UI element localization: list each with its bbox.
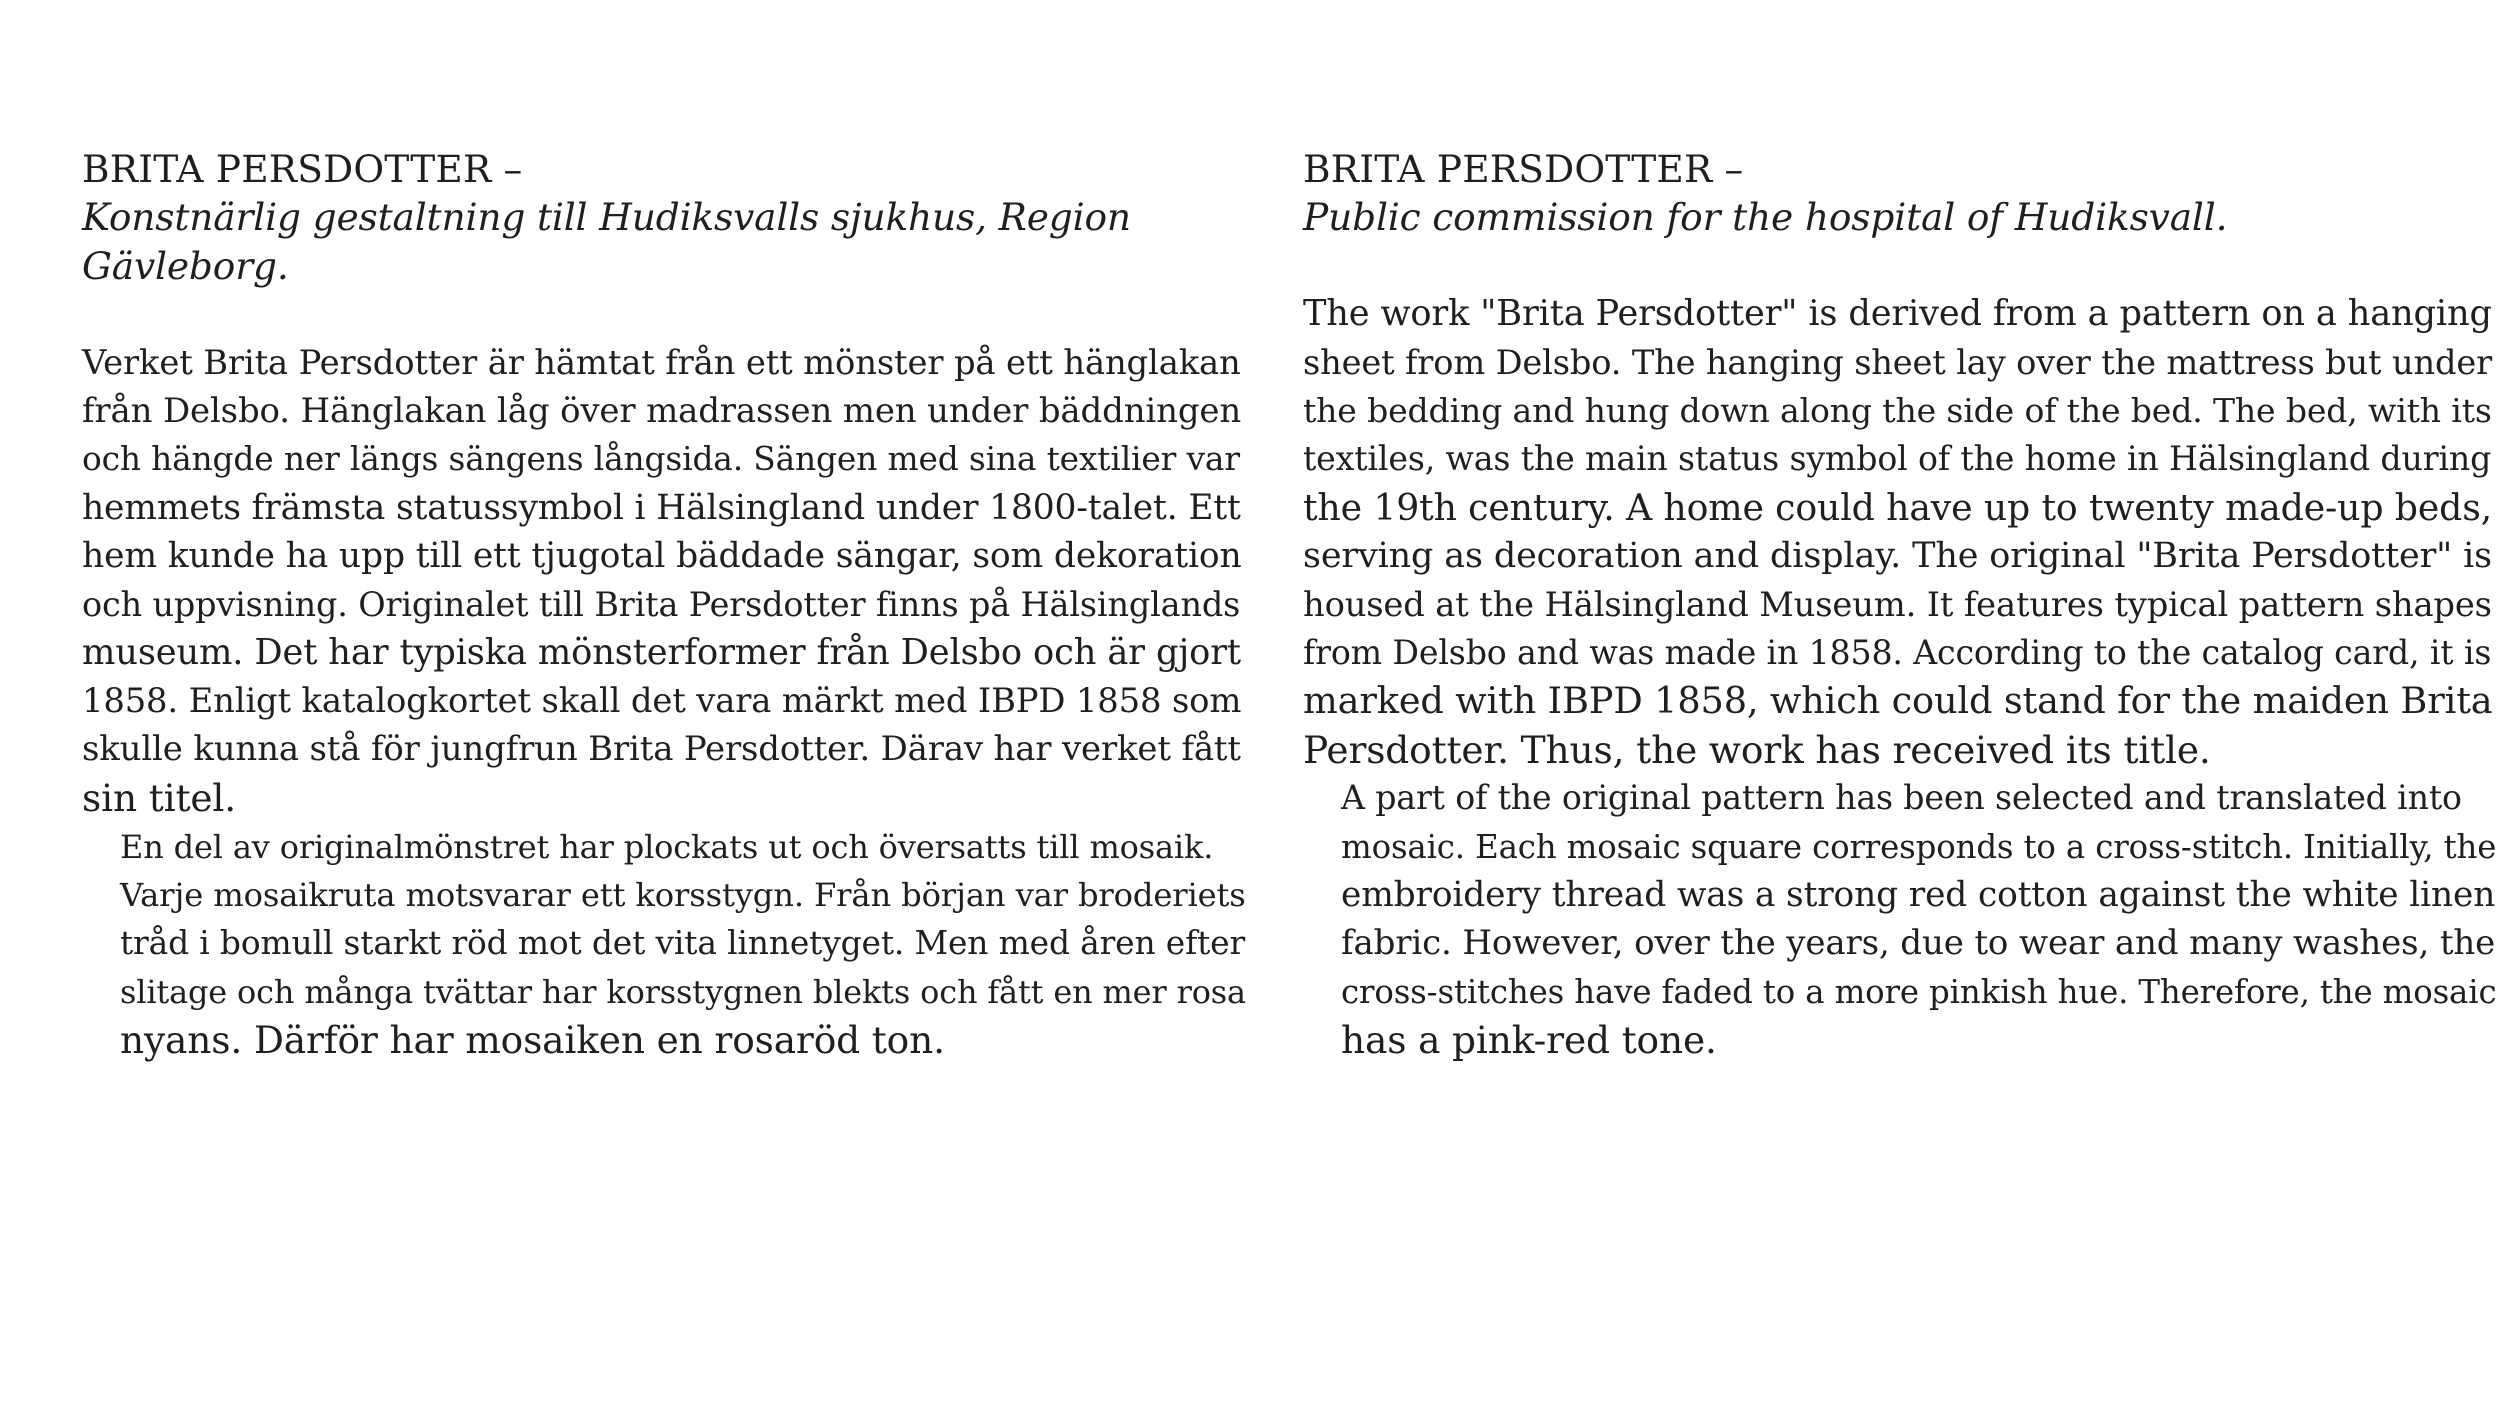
english-column: [1303, 145, 2497, 1065]
text-line: Varje mosaikruta motsvarar ett korsstygn. Från början var broderiets: [120, 876, 1246, 915]
text-line: housed at the Hälsingland Museum. It features typical pattern shapes: [1303, 584, 2492, 624]
swedish-title: BRITA PERSDOTTER –: [82, 147, 523, 191]
swedish-paragraph-2: [82, 823, 1246, 1065]
text-line: hemmets främsta statussymbol i Hälsingland under 1800-talet. Ett: [82, 487, 1241, 528]
text-line: A part of the original pattern has been selected and translated into: [1341, 778, 2462, 818]
english-title: BRITA PERSDOTTER –: [1303, 147, 1744, 191]
swedish-subtitle: Konstnärlig gestaltning till Hudiksvalls sjukhus, Region Gävleborg.: [82, 195, 1131, 288]
text-line: tråd i bomull starkt röd mot det vita linnetyget. Men med åren efter: [120, 923, 1246, 963]
swedish-spacer: [82, 290, 1242, 338]
text-line: the 19th century. A home could have up to twenty made-up beds,: [1303, 485, 2493, 529]
text-line: marked with IBPD 1858, which could stand for the maiden Brita: [1303, 679, 2493, 723]
text-line: och uppvisning. Originalet till Brita Persdotter finns på Hälsinglands: [82, 584, 1241, 624]
text-line: the bedding and hung down along the side of the bed. The bed, with its: [1303, 391, 2492, 431]
text-line: från Delsbo. Hänglakan låg över madrassen men under bäddningen: [82, 391, 1242, 432]
text-line: sin titel.: [82, 776, 237, 821]
text-line: skulle kunna stå för jungfrun Brita Persdotter. Därav har verket fått: [82, 729, 1241, 769]
text-line: fabric. However, over the years, due to wear and many washes, the: [1341, 923, 2496, 964]
text-line: serving as decoration and display. The original "Brita Persdotter" is: [1303, 535, 2492, 577]
swedish-paragraph-1: [82, 339, 1242, 823]
text-line: hem kunde ha upp till ett tjugotal bäddade sängar, som dekoration: [82, 536, 1242, 577]
text-line: Verket Brita Persdotter är hämtat från ett mönster på ett hänglakan: [82, 342, 1241, 382]
text-line: embroidery thread was a strong red cotton against the white linen: [1341, 875, 2496, 916]
text-line: from Delsbo and was made in 1858. According to the catalog card, it is: [1303, 633, 2492, 673]
text-line: museum. Det har typiska mönsterformer från Delsbo och är gjort: [82, 632, 1241, 674]
text-line: textiles, was the main status symbol of the home in Hälsingland during: [1303, 439, 2492, 479]
text-line: sheet from Delsbo. The hanging sheet lay over the mattress but under: [1303, 342, 2493, 382]
text-line: 1858. Enligt katalogkortet skall det vara märkt med IBPD 1858 som: [82, 681, 1242, 721]
text-line: cross-stitches have faded to a more pinkish hue. Therefore, the mosaic: [1341, 972, 2497, 1011]
text-line: nyans. Därför har mosaiken en rosaröd ton.: [120, 1018, 945, 1063]
english-paragraph-1: [1303, 290, 2493, 774]
swedish-column: [82, 145, 1246, 1065]
text-line: En del av originalmönstret har plockats ut och översatts till mosaik.: [120, 827, 1214, 866]
text-line: slitage och många tvättar har korsstygnen blekts och fått en mer rosa: [120, 972, 1246, 1011]
text-line: Persdotter. Thus, the work has received its title.: [1303, 727, 2211, 772]
english-spacer: [1303, 242, 2493, 290]
text-line: och hängde ner längs sängens långsida. Sängen med sina textilier var: [82, 440, 1240, 479]
text-line: The work "Brita Persdotter" is derived from a pattern on a hanging: [1303, 293, 2492, 335]
text-line: has a pink-red tone.: [1341, 1018, 1717, 1063]
text-line: mosaic. Each mosaic square corresponds to a cross-stitch. Initially, the: [1341, 827, 2497, 866]
english-subtitle: Public commission for the hospital of Hudiksvall.: [1303, 195, 2228, 240]
english-paragraph-2: [1303, 774, 2497, 1064]
